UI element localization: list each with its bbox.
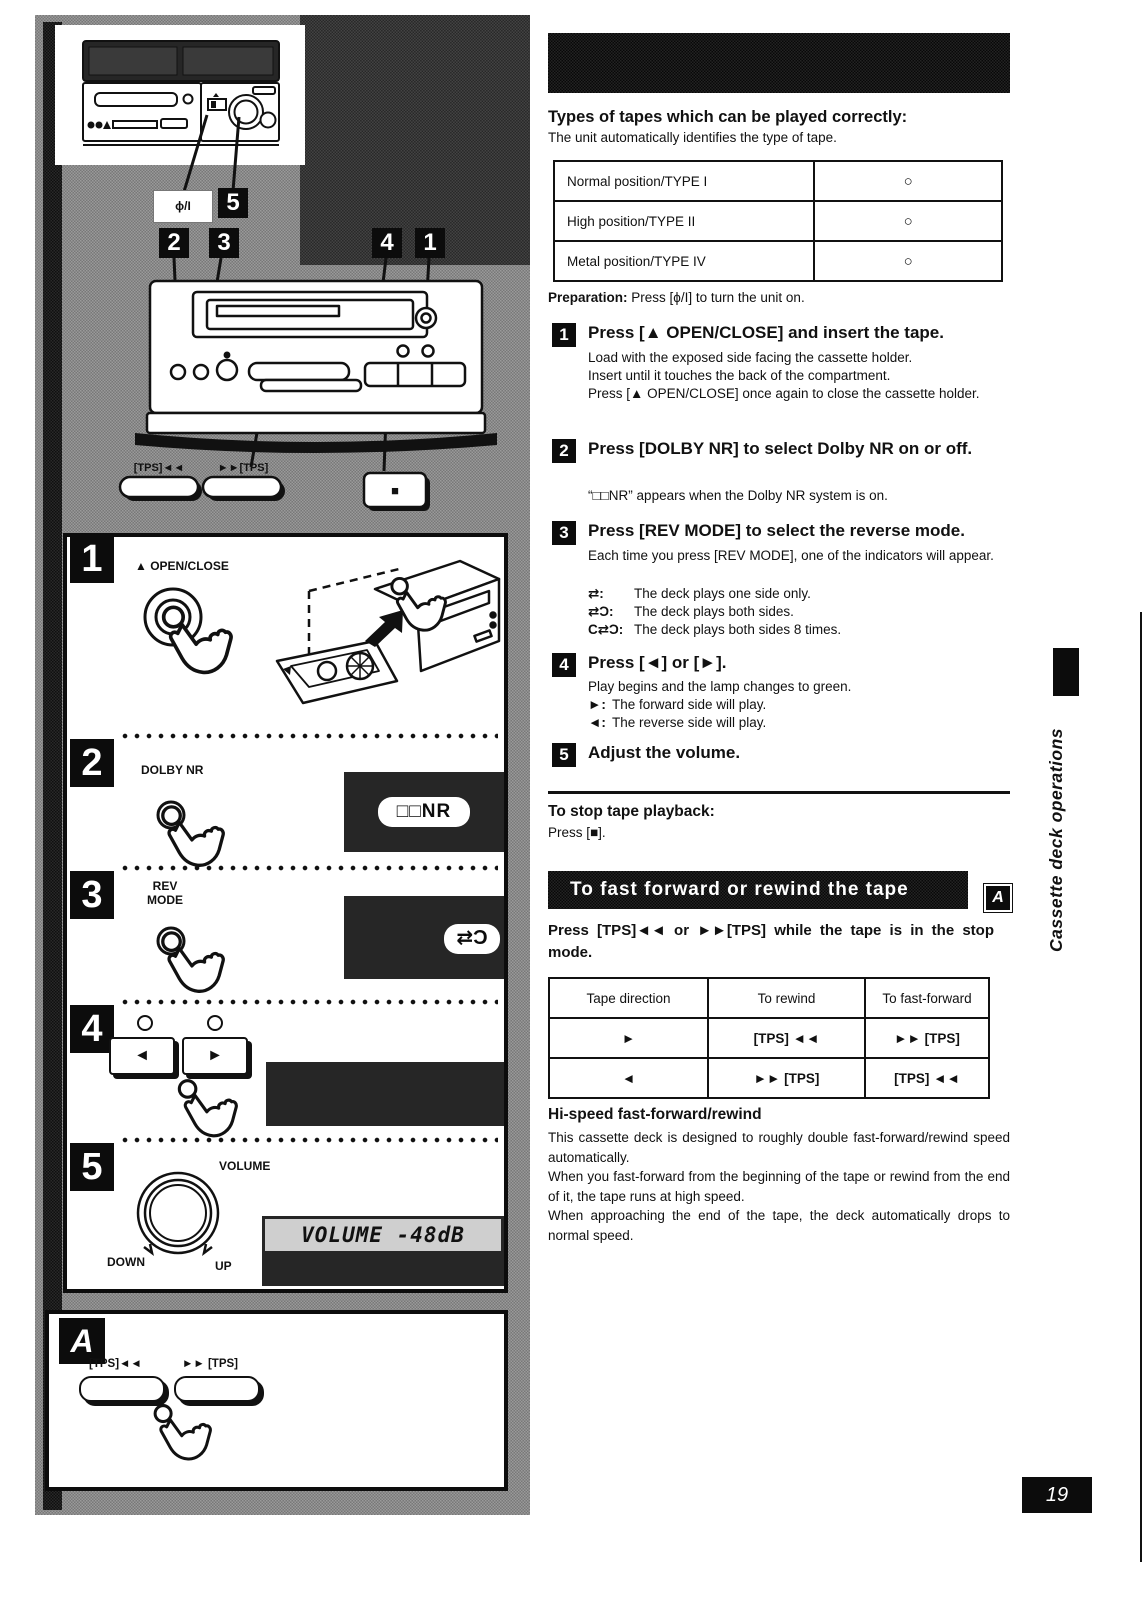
- table-row: [549, 1058, 989, 1098]
- step1-body-2: Insert until it touches the back of the compartment.: [588, 368, 891, 383]
- indicator-text: The deck plays one side only.: [634, 586, 811, 601]
- step3-heading: Press [REV MODE] to select the reverse mode.: [588, 521, 965, 540]
- hispeed-heading: Hi-speed fast-forward/rewind: [548, 1106, 762, 1123]
- indicator-row: [588, 603, 1012, 621]
- preparation-note: [548, 290, 805, 305]
- rewind-key: ►► [TPS]: [708, 1058, 865, 1098]
- step3-num: 3: [552, 521, 576, 545]
- ff-key: ►► [TPS]: [865, 1018, 989, 1058]
- tape-direction: ►: [549, 1018, 708, 1058]
- step5-badge: 5: [70, 1143, 114, 1191]
- play-forward-button: ►: [182, 1037, 248, 1075]
- ff-key: [TPS] ◄◄: [865, 1058, 989, 1098]
- dotted-separator: [122, 733, 498, 739]
- rev-mode-indicator: ⇄Ɔ: [444, 924, 500, 954]
- table-row: [554, 241, 1002, 281]
- indicator-row: [588, 621, 1012, 639]
- power-button-label: ϕ/I: [153, 190, 213, 223]
- tape-types-table: [553, 160, 1003, 282]
- reverse-play-icon: ◄:: [588, 715, 606, 730]
- panel-a-tps-rew-label: [TPS]◄◄: [89, 1358, 142, 1370]
- panel-a-badge: A: [59, 1318, 105, 1364]
- step4-indicators: [588, 696, 1012, 732]
- rewind-key: [TPS] ◄◄: [708, 1018, 865, 1058]
- supported-mark: ○: [814, 201, 1002, 241]
- tape-types-heading: Types of tapes which can be played correctly:: [548, 108, 908, 126]
- col-header: To fast-forward: [865, 978, 989, 1018]
- rev-mode-line2: MODE: [147, 893, 183, 907]
- table-row: [549, 1018, 989, 1058]
- panel-a-frame: [45, 1310, 508, 1491]
- dolby-nr-indicator: □□NR: [378, 797, 470, 827]
- tape-direction: ◄: [549, 1058, 708, 1098]
- rev-mode-line1: REV: [152, 879, 178, 893]
- rev-mode-button-press: [139, 911, 249, 1011]
- forward-play-icon: ►:: [588, 697, 606, 712]
- dotted-separator: [122, 865, 498, 871]
- step4-heading: Press [◄] or [►].: [588, 653, 727, 672]
- step5-num: 5: [552, 743, 576, 767]
- volume-readout: VOLUME -48dB: [265, 1219, 501, 1251]
- volume-up-label: UP: [215, 1259, 232, 1273]
- stop-playback-text: Press [■].: [548, 825, 606, 840]
- play-reverse-button: ◄: [109, 1037, 175, 1075]
- ff-table: [548, 977, 990, 1099]
- rev-mode-label: [147, 879, 183, 907]
- indicator-row: [588, 696, 1012, 714]
- steps-illustration-frame: [63, 533, 508, 1293]
- step1-badge: 1: [70, 535, 114, 583]
- step4-badge: 4: [70, 1005, 114, 1053]
- page-edge-line: [1140, 612, 1142, 1562]
- indicator-text: The deck plays both sides.: [634, 604, 794, 619]
- rev-mode-both-sides-icon: ⇄Ɔ:: [588, 604, 614, 619]
- dotted-separator: [122, 1137, 498, 1143]
- stop-button-glyph: ■: [391, 483, 399, 498]
- step3-body-1: Each time you press [REV MODE], one of the indicators will appear.: [588, 548, 994, 563]
- col-header: To rewind: [708, 978, 865, 1018]
- hispeed-para-1: This cassette deck is designed to roughly double fast-forward/rewind speed automatically.: [548, 1130, 1010, 1165]
- chapter-tab-marker: [1053, 648, 1079, 696]
- tape-type-label: High position/TYPE II: [554, 201, 814, 241]
- step1-heading: Press [▲ OPEN/CLOSE] and insert the tape.: [588, 323, 944, 342]
- supported-mark: ○: [814, 161, 1002, 201]
- deck-shadow: [135, 433, 497, 453]
- tape-types-subheading: The unit automatically identifies the type of tape.: [548, 130, 837, 145]
- callout-2: 2: [159, 228, 189, 258]
- stop-playback-heading: To stop tape playback:: [548, 803, 715, 820]
- volume-label: VOLUME: [219, 1159, 271, 1173]
- step3-badge: 3: [70, 871, 114, 919]
- indicator-row: [588, 585, 1012, 603]
- step2-badge: 2: [70, 739, 114, 787]
- tape-type-label: Metal position/TYPE IV: [554, 241, 814, 281]
- display-dolby: [344, 772, 504, 852]
- volume-down-label: DOWN: [107, 1255, 145, 1269]
- panel-a-tps-ff-label: ►► [TPS]: [182, 1358, 238, 1370]
- callout-3: 3: [209, 228, 239, 258]
- ff-section-title: To fast forward or rewind the tape: [570, 879, 909, 900]
- indicator-text: The forward side will play.: [612, 697, 767, 712]
- ff-section-bar: [548, 871, 968, 909]
- dolby-nr-label: DOLBY NR: [141, 763, 204, 777]
- ff-intro: Press [TPS]◄◄ or ►►[TPS] while the tape is in the stop mode.: [548, 922, 994, 961]
- step1-body-3: Press [▲ OPEN/CLOSE] once again to close the cassette holder.: [588, 386, 980, 401]
- preparation-label: Preparation:: [548, 290, 628, 305]
- display-volume: [262, 1216, 504, 1286]
- indicator-row: [588, 714, 1012, 732]
- step3-indicators: [588, 585, 1012, 639]
- table-row: [554, 201, 1002, 241]
- deck-drawing: [35, 15, 530, 535]
- col-header: Tape direction: [549, 978, 708, 1018]
- divider-rule: [548, 791, 1010, 794]
- hispeed-para-2: When you fast-forward from the beginning of the tape or rewind from the end of it, the tape runs at high speed.: [548, 1169, 1010, 1204]
- table-row: [554, 161, 1002, 201]
- open-close-button-press: [125, 575, 255, 690]
- callout-1: 1: [415, 228, 445, 258]
- tps-rewind-label: [TPS]◄◄: [133, 462, 185, 474]
- forward-lamp: [207, 1015, 223, 1031]
- step5-heading: Adjust the volume.: [588, 743, 741, 762]
- side-tab-label: Cassette deck operations: [1046, 727, 1066, 953]
- step1-num: 1: [552, 323, 576, 347]
- preparation-text: Press [ϕ/I] to turn the unit on.: [631, 290, 805, 305]
- step4-num: 4: [552, 653, 576, 677]
- step2-num: 2: [552, 439, 576, 463]
- indicator-text: The deck plays both sides 8 times.: [634, 622, 842, 637]
- tape-type-label: Normal position/TYPE I: [554, 161, 814, 201]
- cassette-insert-illustration: [247, 549, 502, 739]
- step2-body-1: “□□NR” appears when the Dolby NR system is on.: [588, 488, 888, 503]
- ff-section-ref-badge: A: [984, 884, 1012, 912]
- panel-a-tps-ff-button: [174, 1376, 260, 1402]
- open-close-label: ▲ OPEN/CLOSE: [135, 559, 229, 573]
- supported-mark: ○: [814, 241, 1002, 281]
- rev-mode-one-side-icon: ⇄:: [588, 586, 604, 601]
- callout-4: 4: [372, 228, 402, 258]
- panel-a-hand: [144, 1402, 219, 1472]
- dotted-separator: [122, 999, 498, 1005]
- display-play: [266, 1062, 504, 1126]
- tps-ff-label: ►►[TPS]: [217, 462, 269, 474]
- panel-a-tps-rew-button: [79, 1376, 165, 1402]
- rev-mode-8-times-icon: C⇄Ɔ:: [588, 622, 624, 637]
- indicator-text: The reverse side will play.: [612, 715, 767, 730]
- step1-body-1: Load with the exposed side facing the cassette holder.: [588, 350, 913, 365]
- reverse-lamp: [137, 1015, 153, 1031]
- step2-heading: Press [DOLBY NR] to select Dolby NR on or off.: [588, 439, 973, 458]
- section-title-bar-top: [548, 33, 1010, 93]
- display-rev-mode: [344, 896, 504, 979]
- table-header-row: [549, 978, 989, 1018]
- hispeed-para-3: When approaching the end of the tape, the deck automatically drops to normal speed.: [548, 1208, 1010, 1243]
- page-number: 19: [1045, 1484, 1069, 1506]
- step4-body-1: Play begins and the lamp changes to green.: [588, 679, 852, 694]
- callout-5: 5: [218, 188, 248, 218]
- page-number-box: [1022, 1477, 1092, 1513]
